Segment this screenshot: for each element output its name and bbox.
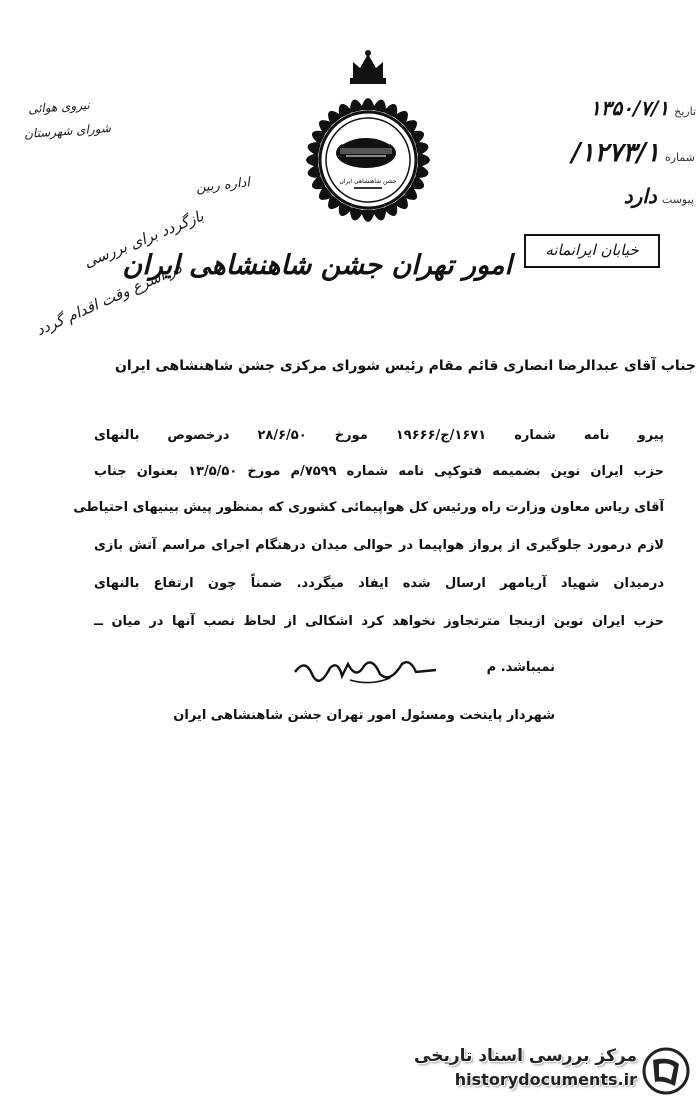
- archive-logo-icon: [641, 1046, 691, 1096]
- attachment-row: [560, 184, 694, 208]
- number-row: [530, 138, 695, 168]
- body-line-6: حزب ایران نوین ازینجا مترتجاوز نخواهد کرد اشکالی از لحاظ نصب آنها در میان ــ: [94, 614, 664, 629]
- number-value: ۱۲۷۳/۱/: [571, 138, 660, 168]
- body-line-1: پیرو نامه شماره ۱۶۷۱/ج/۱۹۶۶۶ مورخ ۲۸/۶/۵۰ درخصوص بالنهای: [94, 428, 665, 443]
- footer-website: historydocuments.ir: [454, 1070, 637, 1089]
- sun-ray: [341, 205, 350, 214]
- body-line-5: درمیدان شهیاد آریامهر ارسال شده ایفاد میگردد. ضمناً چون ارتفاع بالنهای: [94, 576, 664, 591]
- sun-ray: [363, 212, 372, 220]
- footer-org-name: مرکز بررسی اسناد تاریخی: [414, 1046, 637, 1066]
- celebration-emblem: [268, 48, 468, 238]
- date-label: تاریخ: [674, 105, 696, 118]
- margin-note-top-2: شورای شهرستان: [23, 120, 112, 142]
- sun-ray: [375, 209, 384, 218]
- number-label: شماره: [664, 151, 695, 164]
- signature-mark: [290, 650, 440, 690]
- body-line-4: لازم درمورد جلوگیری از پرواز هواپیما در حوالی میدان درهنگام اجرای مراسم آتش بازی: [94, 538, 664, 553]
- sun-ray: [375, 102, 384, 111]
- sun-ray: [352, 209, 361, 218]
- signature-title: شهردار پایتخت ومسئول امور تهران جشن شاهنشاهی ایران: [173, 708, 555, 723]
- crown-icon: [350, 50, 386, 84]
- sun-ray: [417, 167, 426, 176]
- sun-ray: [310, 167, 319, 176]
- organization-title: امور تهران جشن شاهنشاهی ایران: [122, 250, 512, 281]
- sun-ray: [417, 144, 426, 153]
- margin-note-long-1: بازگردد برای بررسی: [81, 206, 207, 272]
- salutation: جناب آقای عبدالرضا انصاری قائم مقام رئیس شورای مرکزی جشن شاهنشاهی ایران: [114, 358, 696, 374]
- margin-note-top-1: نیروی هوائی: [27, 97, 91, 117]
- sun-ray: [413, 178, 422, 187]
- sun-ray: [420, 155, 428, 164]
- sun-ray: [314, 133, 323, 142]
- attachment-label: پیوست: [661, 193, 694, 206]
- sun-ray: [363, 100, 372, 108]
- sun-ray: [341, 106, 350, 115]
- sun-ray: [310, 144, 319, 153]
- body-line-2: حزب ایران نوین بضمیمه فتوکپی نامه شماره ۷۵۹۹/م مورخ ۱۳/۵/۵۰ بعنوان جناب: [94, 464, 664, 479]
- sun-ray: [386, 205, 395, 214]
- sun-ray: [314, 178, 323, 187]
- stamp-box: [524, 234, 660, 268]
- emblem-caption: جشن شاهنشاهی ایران: [339, 178, 397, 185]
- monument-medallion: [336, 137, 396, 168]
- sun-ray: [352, 102, 361, 111]
- sun-ray: [386, 106, 395, 115]
- stamp-text: خیابان ایرانمانه: [545, 241, 639, 259]
- closing-line: نمیباشد. م: [486, 660, 555, 675]
- date-row: [548, 96, 696, 120]
- attachment-value: دارد: [623, 184, 657, 208]
- footer-watermark: [410, 1040, 695, 1100]
- margin-note-long-2: در اسرع وقت اقدام گردد: [33, 258, 185, 340]
- sun-ray: [308, 155, 316, 164]
- date-value: ۱۳۵۰/۷/۱: [589, 96, 670, 120]
- margin-note-mid: اداره ربین: [195, 175, 251, 196]
- sun-ray: [413, 133, 422, 142]
- body-line-3: آقای ریاس معاون وزارت راه ورئیس کل هواپیمائی کشوری که بمنظور پیش بینیهای احتیاطی: [73, 500, 664, 515]
